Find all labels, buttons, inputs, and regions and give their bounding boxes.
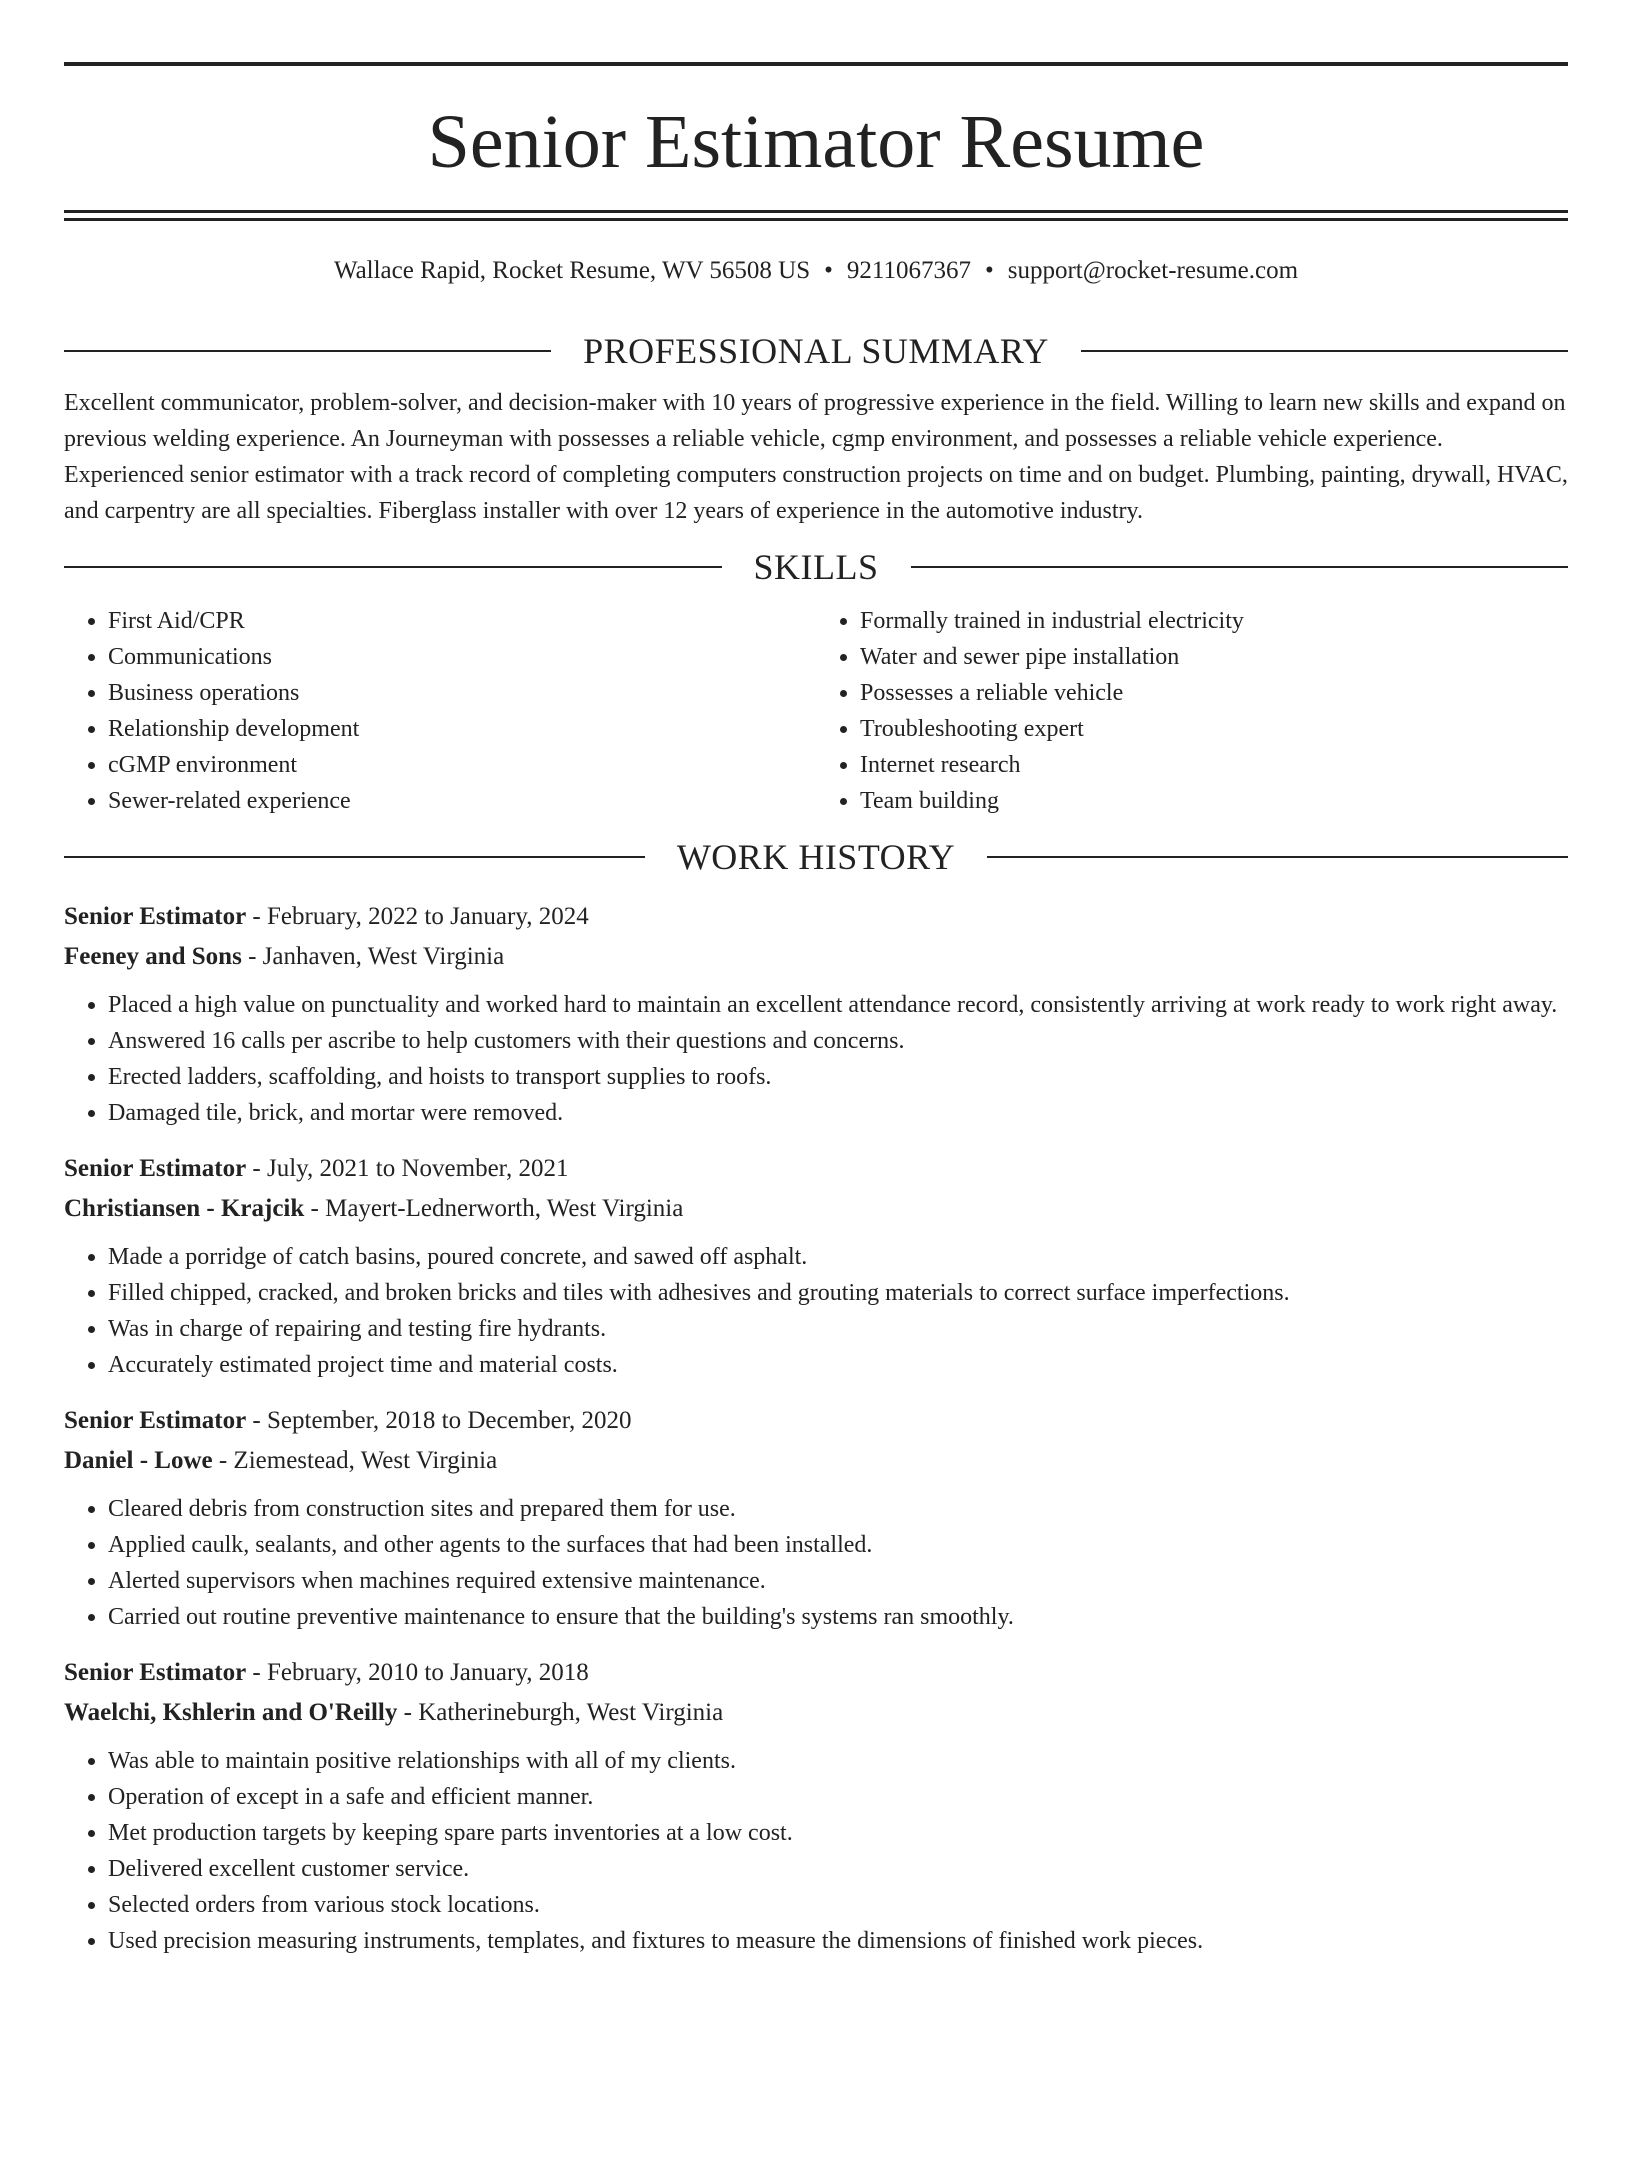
skill-item: • Water and sewer pipe installation (860, 639, 1568, 675)
job-company: Feeney and Sons (64, 943, 242, 970)
job-company-line (64, 1189, 1568, 1229)
skill-item: • Internet research (860, 747, 1568, 783)
top-rule (64, 62, 1568, 66)
skill-item: • Possesses a reliable vehicle (860, 675, 1568, 711)
job-bullet: • Cleared debris from construction sites and prepared them for use. (108, 1491, 1568, 1527)
skill-item: • Relationship development (108, 711, 816, 747)
job-bullet: • Made a porridge of catch basins, poured concrete, and sawed off asphalt. (108, 1239, 1568, 1275)
job-company-line (64, 1441, 1568, 1481)
job-bullets (64, 1239, 1568, 1383)
job-bullet: • Operation of except in a safe and efficient manner. (108, 1779, 1568, 1815)
job-location: - Janhaven, West Virginia (241, 943, 505, 970)
job-location: - Ziemestead, West Virginia (212, 1447, 498, 1474)
heading-rule-left (64, 350, 551, 352)
job-bullet: • Carried out routine preventive maintenance to ensure that the building's systems ran smoothly. (108, 1599, 1568, 1635)
job-company: Daniel - Lowe (64, 1447, 213, 1474)
heading-rule-right (1081, 350, 1568, 352)
skill-item: • Team building (860, 783, 1568, 819)
job-entry (64, 1653, 1568, 1959)
job-bullet: • Selected orders from various stock locations. (108, 1887, 1568, 1923)
work-history-heading-label: WORK HISTORY (676, 837, 956, 877)
contact-line (64, 256, 1568, 286)
job-bullet: • Accurately estimated project time and material costs. (108, 1347, 1568, 1383)
skill-item: • Business operations (108, 675, 816, 711)
job-bullet: • Applied caulk, sealants, and other agents to the surfaces that had been installed. (108, 1527, 1568, 1563)
skill-item: • Formally trained in industrial electricity (860, 603, 1568, 639)
job-entry (64, 897, 1568, 1131)
job-bullets (64, 1743, 1568, 1959)
job-title: Senior Estimator (64, 1407, 247, 1434)
job-entry (64, 1149, 1568, 1383)
job-title-line (64, 1401, 1568, 1441)
job-entry (64, 1401, 1568, 1635)
job-bullet: • Delivered excellent customer service. (108, 1851, 1568, 1887)
heading-rule-right (987, 856, 1568, 858)
skill-item: • Communications (108, 639, 816, 675)
contact-phone: 9211067367 (846, 257, 971, 284)
skills-list (64, 603, 1568, 819)
heading-rule-left (64, 856, 645, 858)
job-bullet: • Alerted supervisors when machines required extensive maintenance. (108, 1563, 1568, 1599)
job-bullet: • Placed a high value on punctuality and worked hard to maintain an excellent attendance record, consistently arriving at work ready to work right away. (108, 987, 1568, 1023)
contact-address: Wallace Rapid, Rocket Resume, WV 56508 US (333, 257, 811, 284)
job-bullets (64, 987, 1568, 1131)
job-location: - Mayert-Lednerworth, West Virginia (304, 1195, 684, 1222)
job-bullet: • Used precision measuring instruments, templates, and fixtures to measure the dimensions of finished work pieces. (108, 1923, 1568, 1959)
skill-item: • Sewer-related experience (108, 783, 816, 819)
skill-item: • cGMP environment (108, 747, 816, 783)
job-dates: - February, 2022 to January, 2024 (246, 903, 589, 930)
job-company: Christiansen - Krajcik (64, 1195, 305, 1222)
heading-rule-left (64, 566, 722, 568)
job-title: Senior Estimator (64, 1659, 247, 1686)
skills-column-left (64, 603, 816, 819)
job-bullet: • Met production targets by keeping spare parts inventories at a low cost. (108, 1815, 1568, 1851)
contact-separator: • (984, 257, 994, 284)
skill-item: • Troubleshooting expert (860, 711, 1568, 747)
summary-heading (64, 331, 1568, 371)
skills-column-right (816, 603, 1568, 819)
job-bullet: • Was in charge of repairing and testing fire hydrants. (108, 1311, 1568, 1347)
job-title: Senior Estimator (64, 1155, 247, 1182)
job-bullet: • Damaged tile, brick, and mortar were removed. (108, 1095, 1568, 1131)
job-company: Waelchi, Kshlerin and O'Reilly (64, 1699, 398, 1726)
job-title-line (64, 1653, 1568, 1693)
contact-separator: • (824, 257, 833, 284)
job-dates: - July, 2021 to November, 2021 (246, 1155, 569, 1182)
summary-heading-label: PROFESSIONAL SUMMARY (583, 331, 1049, 371)
job-dates: - September, 2018 to December, 2020 (246, 1407, 632, 1434)
resume-title: Senior Estimator Resume (427, 100, 1205, 184)
job-title-line (64, 897, 1568, 937)
job-bullet: • Erected ladders, scaffolding, and hoists to transport supplies to roofs. (108, 1059, 1568, 1095)
job-company-line (64, 1693, 1568, 1733)
resume-page (0, 62, 1632, 2174)
job-title: Senior Estimator (64, 903, 247, 930)
job-bullets (64, 1491, 1568, 1635)
job-company-line (64, 937, 1568, 977)
skills-heading (64, 547, 1568, 587)
job-bullet: • Answered 16 calls per ascribe to help customers with their questions and concerns. (108, 1023, 1568, 1059)
title-double-rule (64, 210, 1568, 221)
skills-heading-label: SKILLS (753, 547, 879, 587)
heading-rule-right (911, 566, 1569, 568)
job-location: - Katherineburgh, West Virginia (397, 1699, 724, 1726)
skill-item: • First Aid/CPR (108, 603, 816, 639)
job-bullet: • Was able to maintain positive relationships with all of my clients. (108, 1743, 1568, 1779)
contact-email: support@rocket-resume.com (1007, 257, 1299, 284)
job-title-line (64, 1149, 1568, 1189)
work-history-heading (64, 837, 1568, 877)
job-bullet: • Filled chipped, cracked, and broken bricks and tiles with adhesives and grouting materials to correct surface imperfections. (108, 1275, 1568, 1311)
work-history (64, 897, 1568, 1959)
job-dates: - February, 2010 to January, 2018 (246, 1659, 589, 1686)
professional-summary: Excellent communicator, problem-solver, and decision-maker with 10 years of progressive experience in the field. Willing to learn new skills and expand on previous welding experience. An Journeyman with possesses a reliable vehicle, cgmp environment, and possesses a reliable vehicle experience. Experienced senior estimator with a track record of completing computers construction projects on time and on budget. Plumbing, painting, drywall, HVAC, and carpentry are all specialties. Fiberglass installer with over 12 years of experience in the automotive industry. (64, 390, 1568, 524)
